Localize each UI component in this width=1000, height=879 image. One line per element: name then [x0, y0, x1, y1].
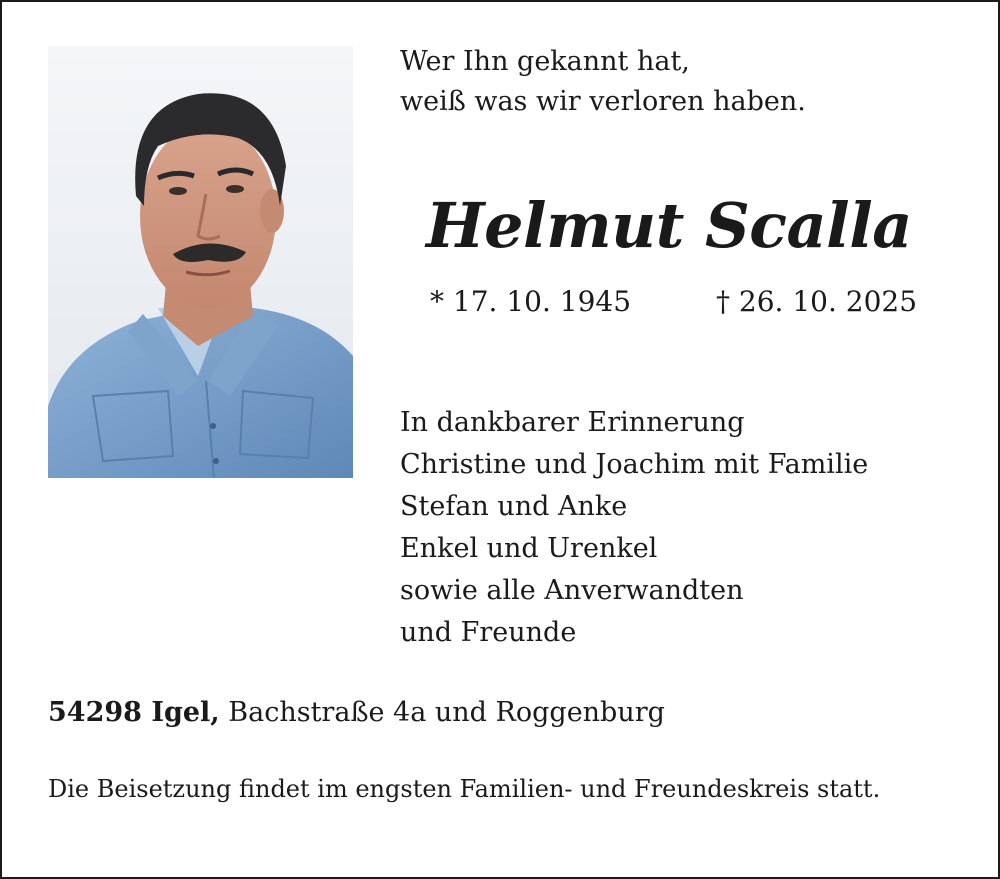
mourners-line: und Freunde [400, 617, 577, 648]
death-date: † 26. 10. 2025 [716, 285, 918, 318]
mourners-line: In dankbarer Erinnerung [400, 407, 745, 438]
memorial-quote [400, 42, 806, 122]
portrait-illustration [48, 46, 353, 478]
portrait-photo [48, 46, 353, 478]
quote-line: Wer Ihn gekannt hat, [400, 46, 690, 77]
address-street: Bachstraße 4a und Roggenburg [228, 697, 665, 728]
family-address [48, 692, 665, 734]
life-dates [430, 282, 930, 322]
address-town: 54298 Igel, [48, 697, 220, 728]
mourners-list [400, 402, 868, 654]
quote-line: weiß was wir verloren haben. [400, 86, 806, 117]
mourners-line: Stefan und Anke [400, 491, 628, 522]
mourners-line: Christine und Joachim mit Familie [400, 449, 869, 480]
mourners-line: Enkel und Urenkel [400, 533, 658, 564]
deceased-name: Helmut Scalla [426, 189, 912, 262]
burial-note: Die Beisetzung findet im engsten Familien- und Freundeskreis statt. [48, 775, 881, 803]
birth-date: * 17. 10. 1945 [430, 285, 632, 318]
mourners-line: sowie alle Anverwandten [400, 575, 744, 606]
